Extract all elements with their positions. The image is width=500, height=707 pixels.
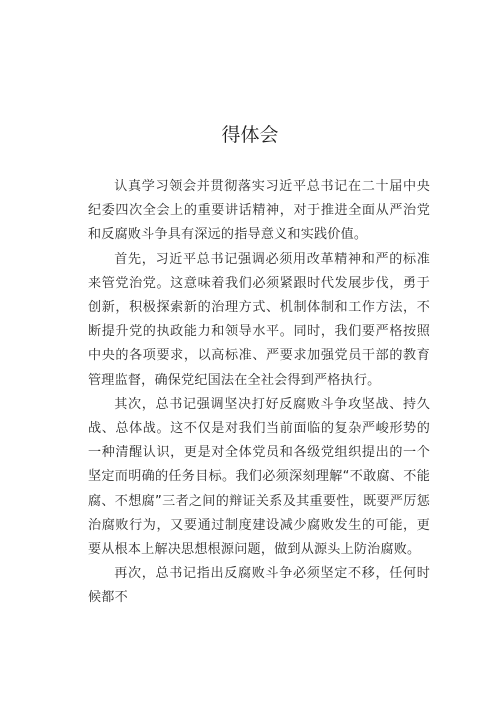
document-body (88, 175, 430, 611)
paragraph-third-point: 再次，总书记指出反腐败斗争必须坚定不移，任何时候都不 (88, 566, 430, 606)
paragraph-second-point: 其次，总书记强调坚决打好反腐败斗争攻坚战、持久战、总体战。这不仅是对我们当前面临的复杂严峻形势的一种清醒认识，更是对全体党员和各级党组织提出的一个坚定而明确的任务目标。我们必须深刻理解“不敢腐、不能腐、不想腐”三者之间的辩证关系及其重要性，既要严厉惩治腐败行为，又要通过制度建设减少腐败发生的可能，更要从根本上解决思想根源问题，做到从源头上防治腐败。 (88, 396, 430, 558)
document-title: 得体会 (221, 124, 279, 146)
paragraph-intro: 认真学习领会并贯彻落实习近平总书记在二十届中央纪委四次全会上的重要讲话精神，对于推进全面从严治党和反腐败斗争具有深远的指导意义和实践价值。 (88, 179, 430, 243)
paragraph-first-point: 首先，习近平总书记强调必须用改革精神和严的标准来管党治党。这意味着我们必须紧跟时代发展步伐，勇于创新，积极探索新的治理方式、机制体制和工作方法，不断提升党的执政能力和领导水平。同时，我们要严格按照中央的各项要求，以高标准、严要求加强党员干部的教育管理监督，确保党纪国法在全社会得到严格执行。 (88, 251, 430, 388)
